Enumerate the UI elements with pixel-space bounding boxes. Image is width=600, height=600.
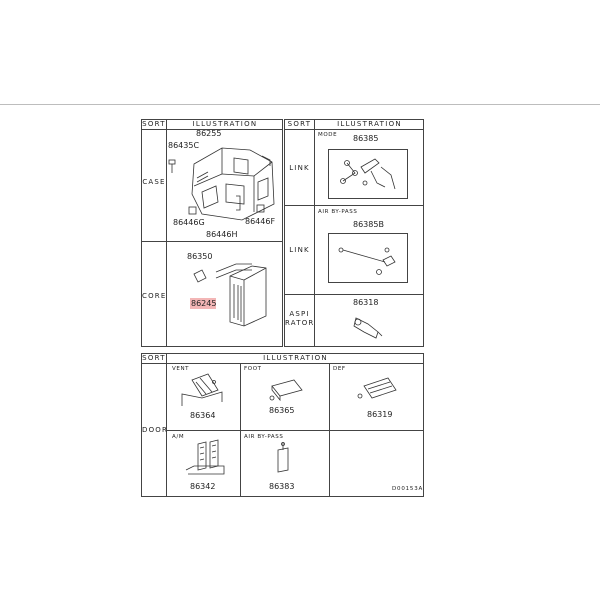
- case-core-table: [141, 119, 283, 347]
- row-divider: [142, 241, 282, 242]
- door-vent-label: VENT: [172, 366, 190, 372]
- part-number-86383[interactable]: 86383: [269, 482, 295, 491]
- door-am-label: A/M: [172, 434, 185, 440]
- part-number-86255[interactable]: 86255: [196, 129, 222, 138]
- part-number-86365[interactable]: 86365: [269, 406, 295, 415]
- row-divider: [285, 294, 423, 295]
- cell-divider: [329, 363, 330, 430]
- sort-label-link-2: LINK: [289, 246, 310, 254]
- sort-column-divider: [314, 129, 315, 346]
- link-mode-label: MODE: [318, 132, 338, 138]
- heater-core-drawing: [186, 256, 270, 328]
- part-number-86245[interactable]: 86245: [191, 299, 217, 308]
- row-divider: [285, 205, 423, 206]
- door-def-label: DEF: [333, 366, 346, 372]
- part-number-86385b[interactable]: 86385B: [353, 220, 384, 229]
- air-bypass-link-drawing: [335, 236, 401, 280]
- part-number-86446g[interactable]: 86446G: [173, 218, 205, 227]
- clip-86446f-icon: [256, 204, 266, 214]
- part-number-86385[interactable]: 86385: [353, 134, 379, 143]
- page-divider-line: [0, 104, 600, 105]
- part-number-86318[interactable]: 86318: [353, 298, 379, 307]
- am-door-drawing: [184, 440, 228, 476]
- door-table: [141, 353, 424, 497]
- header-sort: SORT: [287, 120, 312, 128]
- screw-86435c-icon: [167, 160, 177, 174]
- sort-label-door: DOOR: [142, 426, 169, 434]
- part-number-86446h[interactable]: 86446H: [206, 230, 238, 239]
- part-number-86350[interactable]: 86350: [187, 252, 213, 261]
- sort-label-aspirator-1: ASPI: [289, 310, 310, 318]
- link-aspirator-table: [284, 119, 424, 347]
- vent-door-drawing: [178, 372, 228, 410]
- door-air-bypass-label: AIR BY-PASS: [244, 434, 284, 440]
- header-illustration: ILLUSTRATION: [337, 120, 402, 128]
- sort-label-case: CASE: [142, 178, 166, 186]
- row-divider: [166, 430, 423, 431]
- header-illustration: ILLUSTRATION: [192, 120, 258, 128]
- header-sort: SORT: [142, 120, 166, 128]
- sort-label-core: CORE: [142, 292, 167, 300]
- door-foot-label: FOOT: [244, 366, 262, 372]
- header-illustration: ILLUSTRATION: [263, 354, 328, 362]
- clip-86446g-icon: [188, 206, 198, 216]
- cell-divider: [329, 430, 330, 496]
- sort-label-aspirator-2: RATOR: [285, 319, 315, 327]
- sort-label-link: LINK: [289, 164, 310, 172]
- mode-link-drawing: [335, 153, 401, 195]
- link-air-bypass-label: AIR BY-PASS: [318, 209, 358, 215]
- air-bypass-door-drawing: [272, 442, 296, 476]
- header-sort: SORT: [142, 354, 166, 362]
- foot-door-drawing: [266, 376, 310, 404]
- aspirator-drawing: [350, 312, 384, 342]
- diagram-code: D00153A: [392, 486, 424, 492]
- part-number-86364[interactable]: 86364: [190, 411, 216, 420]
- part-number-86342[interactable]: 86342: [190, 482, 216, 491]
- def-door-drawing: [354, 374, 402, 406]
- part-number-86446f[interactable]: 86446F: [245, 217, 276, 226]
- part-number-86319[interactable]: 86319: [367, 410, 393, 419]
- part-number-86435c[interactable]: 86435C: [168, 141, 200, 150]
